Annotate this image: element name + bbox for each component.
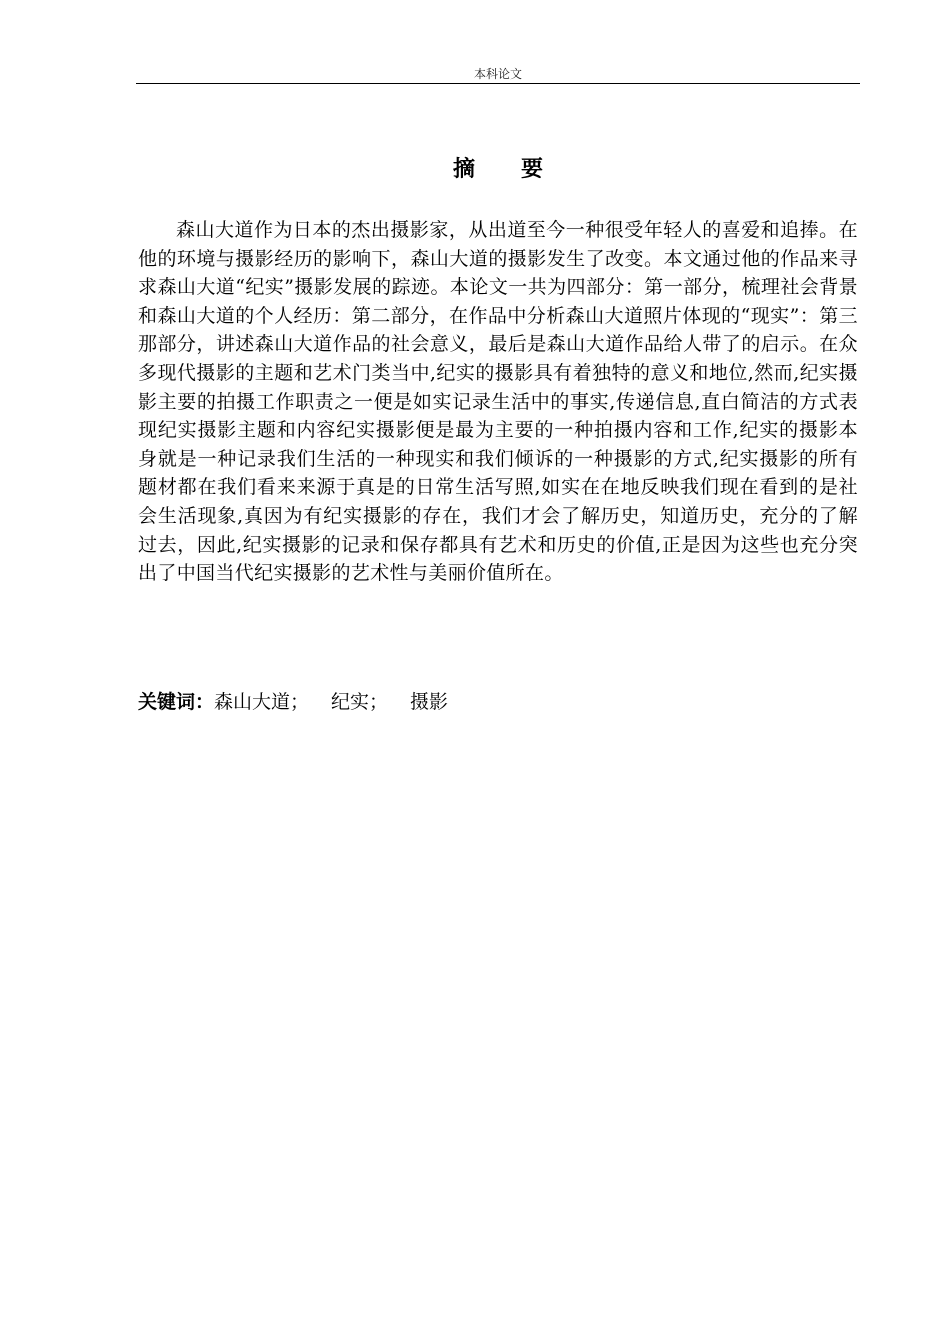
abstract-title-char-1: 摘: [452, 156, 475, 182]
abstract-title: [136, 154, 860, 184]
abstract-paragraph: 森山大道作为日本的杰出摄影家，从出道至今一种很受年轻人的喜爱和追捧。在他的环境与摄影经历的影响下，森山大道的摄影发生了改变。本文通过他的作品来寻求森山大道“纪实”摄影发展的踪迹。本论文一共为四部分：第一部分，梳理社会背景和森山大道的个人经历：第二部分，在作品中分析森山大道照片体现的“现实”：第三那部分，讲述森山大道作品的社会意义，最后是森山大道作品给人带了的启示。在众多现代摄影的主题和艺术门类当中,纪实的摄影具有着独特的意义和地位,然而,纪实摄影主要的拍摄工作职责之一便是如实记录生活中的事实,传递信息,直白简洁的方式表现纪实摄影主题和内容纪实摄影便是最为主要的一种拍摄内容和工作,纪实的摄影本身就是一种记录我们生活的一种现实和我们倾诉的一种摄影的方式,纪实摄影的所有题材都在我们看来来源于真是的日常生活写照,如实在在地反映我们现在看到的是社会生活现象,真因为有纪实摄影的存在，我们才会了解历史，知道历史，充分的了解过去，因此,纪实摄影的记录和保存都具有艺术和历史的价值,正是因为这些也充分突出了中国当代纪实摄影的艺术性与美丽价值所在。: [138, 219, 858, 585]
keywords-line: [138, 688, 858, 716]
keyword-item: 森山大道；: [214, 691, 310, 713]
keywords-label: 关键词：: [138, 691, 215, 713]
running-header: 本科论文: [473, 67, 522, 81]
abstract-title-char-2: 要: [521, 156, 544, 182]
header-divider: [136, 83, 860, 84]
keyword-item: 摄影: [410, 691, 449, 713]
keyword-item: 纪实；: [331, 691, 389, 713]
